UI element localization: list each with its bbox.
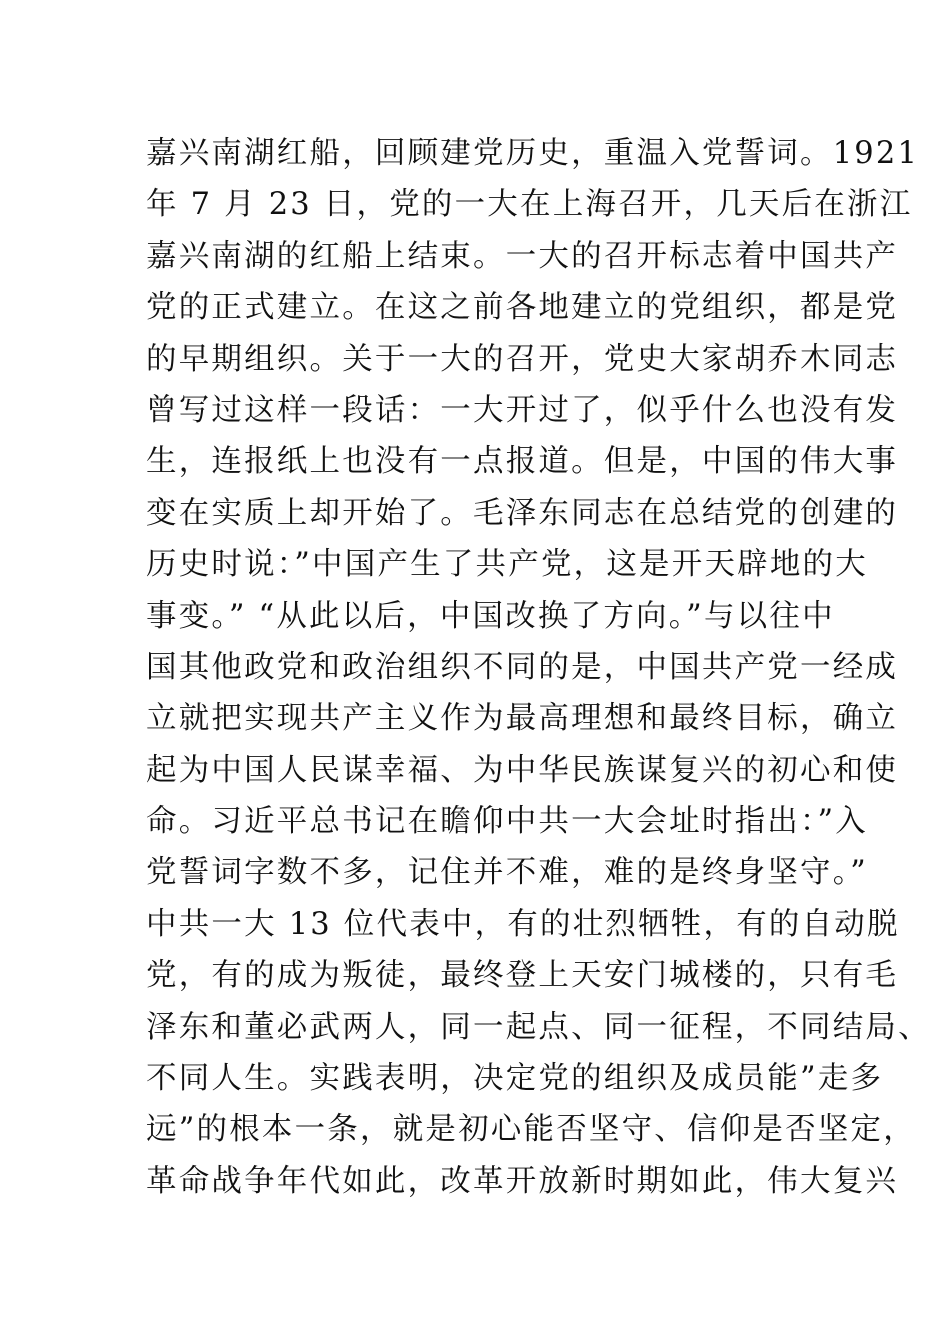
text-line: 历史时说：”中国产生了共产党，这是开天辟地的大 xyxy=(146,547,868,583)
text-line: 立就把实现共产主义作为最高理想和最终目标，确立 xyxy=(146,701,899,737)
text-line: 远”的根本一条，就是初心能否坚守、信仰是否坚定， xyxy=(146,1112,916,1148)
text-line: 中共一大 13 位代表中，有的壮烈牺牲，有的自动脱 xyxy=(146,906,900,942)
text-line: 嘉兴南湖的红船上结束。一大的召开标志着中国共产 xyxy=(146,238,899,274)
text-line: 年 7 月 23 日，党的一大在上海召开，几天后在浙江 xyxy=(146,187,913,223)
text-line: 泽东和董必武两人，同一起点、同一征程，不同结局、 xyxy=(146,1009,931,1045)
text-line: 嘉兴南湖红船，回顾建党历史，重温入党誓词。1921 xyxy=(146,136,920,171)
text-line: 党的正式建立。在这之前各地建立的党组织，都是党 xyxy=(146,290,899,326)
text-line: 的早期组织。关于一大的召开，党史大家胡乔木同志 xyxy=(146,341,899,377)
text-line: 党，有的成为叛徒，最终登上天安门城楼的，只有毛 xyxy=(146,958,899,994)
text-line: 国其他政党和政治组织不同的是，中国共产党一经成 xyxy=(146,649,899,685)
text-line: 变在实质上却开始了。毛泽东同志在总结党的创建的 xyxy=(146,495,899,531)
text-line: 党誓词字数不多，记住并不难，难的是终身坚守。” xyxy=(146,855,868,891)
text-line: 革命战争年代如此，改革开放新时期如此，伟大复兴 xyxy=(146,1163,899,1199)
body-text xyxy=(146,128,931,1207)
text-line: 生，连报纸上也没有一点报道。但是，中国的伟大事 xyxy=(146,444,899,480)
text-line: 起为中国人民谋幸福、为中华民族谋复兴的初心和使 xyxy=(146,752,899,788)
text-line: 命。习近平总书记在瞻仰中共一大会址时指出：”入 xyxy=(146,804,868,840)
text-line: 曾写过这样一段话：一大开过了，似乎什么也没有发 xyxy=(146,392,899,428)
text-line: 不同人生。实践表明，决定党的组织及成员能”走多 xyxy=(146,1061,884,1097)
text-line: 事变。” “从此以后，中国改换了方向。”与以往中 xyxy=(146,598,835,634)
